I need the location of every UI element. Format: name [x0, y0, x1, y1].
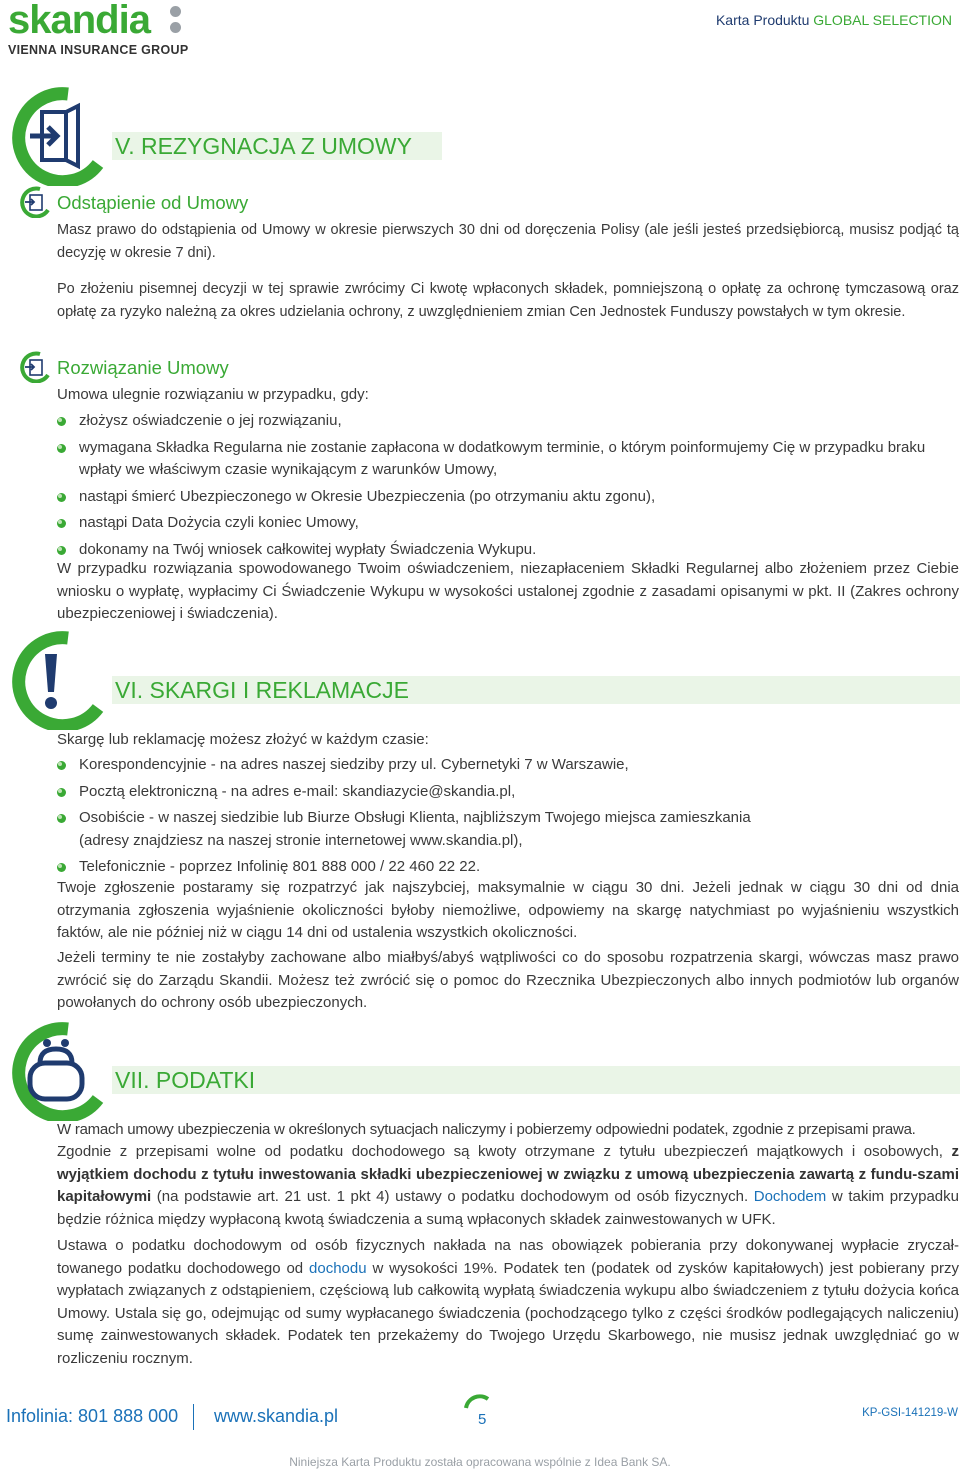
- list-item-text: Telefonicznie - poprzez Infolinię 801 888 000 / 22 460 22 22.: [79, 858, 481, 875]
- list-item-text: Korespondencyjnie - na adres naszej siedziby przy ul. Cybernetyki 7 w Warszawie,: [79, 756, 629, 773]
- withdrawal-paragraph-2: Po złożeniu pisemnej decyzji w tej sprawie zwrócimy Ci kwotę wpłaconych składek, pomniejszoną o opłatę za ochronę tymczasową oraz opłatę za ryzyko należną za okres udzielania ochrony, z uwzględnieniem zmian Cen Jednostek Funduszy powstałych w tym okresie.: [57, 281, 959, 320]
- tax-exception-bold: z wyjątkiem dochodu z tytułu inwestowania składki ubezpieczeniowej w związku z umową ubezpieczenia zawartą z fundu-szami kapitałowymi: [57, 1143, 959, 1205]
- tax-text: Ustawa o podatku dochodowym od osób fizycznych nakłada na nas obowiązek pobierania przy dokonywanej wypłacie zryczał-towanego podatku dochodowego od: [57, 1237, 959, 1277]
- hotline: Infolinia: 801 888 000: [6, 1406, 179, 1426]
- page-number: 5: [478, 1411, 487, 1428]
- termination-outro: W przypadku rozwiązania spowodowanego Twoim oświadczeniem, niezapłaceniem Składki Regularnej albo złożeniem przez Ciebie wniosku o wypłatę, wypłacimy Ci Świadczenie Wykupu w wysokości ustalonej zgodnie z zasadami opisanymi w pkt. II (Zakres ochrony ubezpieczeniowej i świadczenia).: [57, 560, 959, 622]
- doc-label: Karta Produktu: [715, 12, 810, 28]
- income-term: Dochodem: [753, 1188, 827, 1205]
- complaints-paragraph-2: Jeżeli terminy te nie zostałyby zachowane albo miałbyś/abyś wątpliwości co do sposobu rozpatrzenia skargi, wówczas masz prawo zwrócić się do Zarządu Skandii. Możesz też zwrócić się o pomoc do Rzecznika Ubezpieczonych albo innych podmiotów lub organów powołanych do ochrony osób ubezpieczonych.: [57, 949, 959, 1011]
- tax-paragraph-2: [57, 1141, 959, 1231]
- list-item-text: nastąpi Data Dożycia czyli koniec Umowy,: [79, 514, 359, 531]
- list-item: [57, 437, 959, 482]
- exit-door-small-icon: [18, 186, 50, 218]
- list-item: [57, 856, 959, 879]
- product-name: GLOBAL SELECTION: [813, 12, 952, 28]
- list-item-text: Osobiście - w naszej siedzibie lub Biurze Obsługi Klienta, najbliższym Twojego miejsca zamieszkania (adresy znajdziesz na naszej stronie internetowej www.skandia.pl),: [79, 809, 751, 849]
- bullet-icon: [57, 519, 66, 528]
- bullet-icon: [57, 814, 66, 823]
- tax-text: w wysokości 19%. Podatek ten (podatek od zysków kapitałowych) jest pobierany przy wypłatach związanych z odstąpieniem, częściową lub całkowitą wypłatą świadczenia wykupu albo świadczeniem z tytułu dożycia końca Umowy. Ustala się go, odejmując od sumy wypłacanego świadczenia (pochodzącego tylko z części środków podlegających naliczeniu) sumę zainwestowanych składek. Podatek ten przekażemy do Twojego Urzędu Skarbowego, nie musisz jednak uwzględniać go w rozliczeniu rocznym.: [57, 1259, 959, 1367]
- bullet-icon: [57, 788, 66, 797]
- bullet-icon: [57, 761, 66, 770]
- footer-note: Niniejsza Karta Produktu została opracowana wspólnie z Idea Bank SA.: [289, 1455, 671, 1469]
- bullet-icon: [57, 417, 66, 426]
- list-item-text: złożysz oświadczenie o jej rozwiązaniu,: [79, 412, 342, 429]
- complaints-list: [57, 754, 959, 883]
- list-item-text: dokonamy na Twój wniosek całkowitej wypłaty Świadczenia Wykupu.: [79, 540, 537, 558]
- withdrawal-paragraph-1: Masz prawo do odstąpienia od Umowy w okresie pierwszych 30 dni od doręczenia Polisy (ale jeśli jesteś przedsiębiorcą, musisz podjąć tą decyzję w okresie 7 dni).: [57, 222, 959, 261]
- list-item: [57, 754, 959, 777]
- tax-text: w takim przypadku będzie różnica między wypłaconą kwotą świadczenia a sumą wpłaconych składek zainwestowanych w UFK.: [57, 1188, 959, 1228]
- list-item: [57, 410, 959, 433]
- document-code: KP-GSI-141219-W: [862, 1407, 958, 1419]
- footer-divider: [193, 1404, 194, 1430]
- termination-list: [57, 410, 959, 565]
- tax-text: Zgodnie z przepisami wolne od podatku dochodowego są kwoty otrzymane z tytułu ubezpieczeń majątkowych i osobowych,: [57, 1143, 952, 1160]
- logo-subtitle: VIENNA INSURANCE GROUP: [8, 43, 189, 57]
- bullet-icon: [57, 546, 66, 555]
- tax-paragraph-3: [57, 1235, 959, 1370]
- bullet-icon: [57, 863, 66, 872]
- termination-title: Rozwiązanie Umowy: [57, 357, 229, 378]
- tax-paragraph-1: W ramach umowy ubezpieczenia w określonych sytuacjach naliczymy i pobierzemy odpowiedni podatek, zgodnie z przepisami prawa.: [57, 1121, 916, 1138]
- exit-door-icon: [6, 86, 106, 186]
- list-item: [57, 807, 797, 852]
- withdrawal-title: Odstąpienie od Umowy: [57, 192, 249, 213]
- complaints-paragraph-1: Twoje zgłoszenie postaramy się rozpatrzyć jak najszybciej, maksymalnie w ciągu 30 dni. Jeżeli jednak w ciągu 30 dni od dnia otrzymania zgłoszenia wyjaśnienie okoliczności byłoby niemożliwe, odpowiemy na skargę natychmiast po wyjaśnieniu wszystkich faktów, ale nie później niż w ciągu 14 dni od ustalenia wszystkich okoliczności.: [57, 879, 959, 941]
- income-term: dochodu: [309, 1259, 367, 1277]
- section-6-title: VI. SKARGI I REKLAMACJE: [115, 677, 409, 703]
- list-item-text: nastąpi śmierć Ubezpieczonego w Okresie Ubezpieczenia (po otrzymaniu aktu zgonu),: [79, 487, 656, 505]
- website-link[interactable]: www.skandia.pl: [214, 1406, 339, 1426]
- wallet-icon: [6, 1021, 106, 1121]
- bullet-icon: [57, 444, 66, 453]
- list-item: [57, 512, 959, 535]
- tax-text: (na podstawie art. 21 ust. 1 pkt 4) ustawy o podatku dochodowym od osób fizycznych.: [151, 1188, 754, 1205]
- skandia-logo: skandia: [8, 0, 150, 42]
- list-item-text: wymagana Składka Regularna nie zostanie zapłacona w dodatkowym terminie, o którym poinformujemy Cię w przypadku braku wpłaty we właściwym czasie wynikającym z warunków Umowy,: [79, 438, 926, 478]
- bullet-icon: [57, 493, 66, 502]
- logo-dots: [170, 6, 186, 36]
- document-header: [716, 10, 952, 30]
- exclamation-icon: [6, 630, 106, 730]
- list-item-text: Pocztą elektroniczną - na adres e-mail: skandiazycie@skandia.pl,: [79, 782, 516, 800]
- section-5-title: V. REZYGNACJA Z UMOWY: [115, 133, 412, 159]
- complaints-intro: Skargę lub reklamację możesz złożyć w każdym czasie:: [57, 731, 429, 748]
- termination-intro: Umowa ulegnie rozwiązaniu w przypadku, gdy:: [57, 386, 369, 403]
- section-7-title: VII. PODATKI: [115, 1067, 256, 1093]
- list-item: [57, 781, 959, 804]
- exit-door-small-icon: [18, 351, 50, 383]
- list-item: [57, 486, 959, 509]
